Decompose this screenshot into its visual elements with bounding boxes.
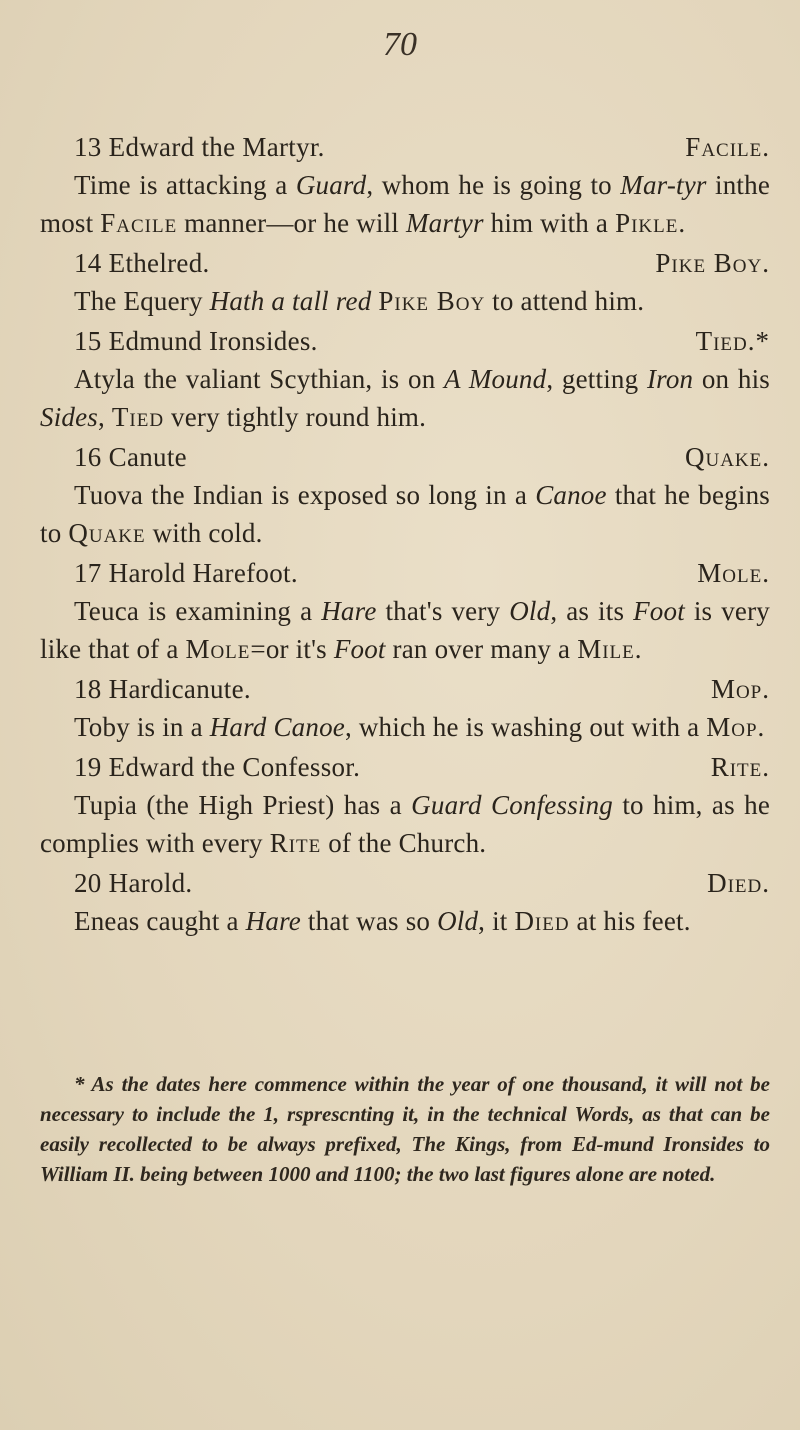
keyword-run: Mole — [185, 634, 251, 664]
text-run: that was so — [300, 906, 438, 936]
text-run: to attend him. — [485, 286, 645, 316]
keyword-run: Pikle. — [615, 208, 687, 238]
text-run: , getting — [546, 364, 647, 394]
entry-heading — [40, 438, 770, 476]
key-word: Facile. — [685, 132, 770, 162]
text-run: Time is attacking a — [74, 170, 296, 200]
entry-heading — [40, 244, 770, 282]
text-run: , it — [478, 906, 515, 936]
italic-run: Guard — [295, 170, 367, 200]
entry-heading — [40, 670, 770, 708]
text-run: is very like that of a — [40, 596, 770, 664]
entry — [40, 322, 770, 436]
italic-run: Martyr — [405, 208, 484, 238]
text-run: , as its — [550, 596, 634, 626]
verse-list — [40, 128, 770, 942]
italic-run: Iron — [646, 364, 694, 394]
text-run: , — [98, 402, 112, 432]
text-run: very tightly round him. — [164, 402, 427, 432]
reign-title: 18 Hardicanute. — [74, 674, 251, 704]
page-number: 70 — [383, 26, 417, 63]
mnemonic-verse — [40, 360, 770, 436]
key-word: Tied.* — [695, 326, 770, 356]
text-run: Tupia (the High Priest) has a — [74, 790, 412, 820]
italic-run: Old — [437, 906, 479, 936]
keyword-run: Pike Boy — [378, 286, 486, 316]
italic-run: Guard Confessing — [411, 790, 614, 820]
entry-heading — [40, 322, 770, 360]
entry-heading — [40, 748, 770, 786]
text-run: inthe most — [40, 170, 771, 238]
text-run: Atyla the valiant Scythian, is on — [74, 364, 445, 394]
keyword-run: Quake — [68, 518, 146, 548]
keyword-run: Tied — [111, 402, 165, 432]
mnemonic-verse — [40, 282, 770, 320]
keyword-run: Mop. — [706, 712, 766, 742]
entry — [40, 670, 770, 746]
italic-run: Hath a tall red — [209, 286, 372, 316]
text-run: that's very — [376, 596, 510, 626]
key-word: Died. — [707, 868, 770, 898]
mnemonic-verse — [40, 476, 770, 552]
italic-run: Canoe — [535, 480, 607, 510]
text-run: with cold. — [145, 518, 263, 548]
reign-title: 19 Edward the Confessor. — [74, 752, 361, 782]
key-word: Mole. — [697, 558, 770, 588]
text-run: on his — [693, 364, 770, 394]
text-run: of the Church. — [321, 828, 487, 858]
text-run: Eneas caught a — [74, 906, 246, 936]
key-word: Quake. — [684, 442, 770, 472]
keyword-run: Mile. — [577, 634, 643, 664]
italic-run: Foot — [333, 634, 386, 664]
keyword-run: Died — [514, 906, 570, 936]
italic-run: Hard Canoe — [209, 712, 345, 742]
text-run: , which he is washing out with a — [344, 712, 707, 742]
entry — [40, 864, 770, 940]
entry-heading — [40, 864, 770, 902]
entry — [40, 438, 770, 552]
text-run: that he begins to — [40, 480, 770, 548]
keyword-run: Facile — [100, 208, 178, 238]
reign-title: 20 Harold. — [74, 868, 193, 898]
entry — [40, 554, 770, 668]
key-word: Pike Boy. — [655, 248, 770, 278]
italic-run: A Mound — [444, 364, 547, 394]
mnemonic-verse — [40, 592, 770, 668]
mnemonic-verse — [40, 902, 770, 940]
text-run: Teuca is examining a — [74, 596, 322, 626]
text-run: to him, as he complies with every — [40, 790, 771, 858]
reign-title: 13 Edward the Martyr. — [74, 132, 325, 162]
reign-title: 16 Canute — [74, 442, 187, 472]
entry — [40, 244, 770, 320]
text-run: at his feet. — [569, 906, 691, 936]
mnemonic-verse — [40, 786, 770, 862]
text-run: =or it's — [250, 634, 334, 664]
text-run: ran over many a — [385, 634, 578, 664]
entry-heading — [40, 128, 770, 166]
key-word: Rite. — [710, 752, 770, 782]
footnote: * As the dates here commence within the year of one thousand, it will not be necessary to include the 1, rsprescnting it, in the technical Words, as that can be easily recollected to be always prefixed, The Kings, from Ed-mund Ironsides to William II. being between 1000 and 1100; the two last figures alone are noted. — [40, 1072, 770, 1186]
mnemonic-verse — [40, 708, 770, 746]
italic-run: Foot — [633, 596, 685, 626]
reign-title: 17 Harold Harefoot. — [74, 558, 298, 588]
reign-title: 15 Edmund Ironsides. — [74, 326, 318, 356]
entry-heading — [40, 554, 770, 592]
keyword-run: Rite — [269, 828, 322, 858]
entry — [40, 128, 770, 242]
text-run: manner—or he will — [177, 208, 406, 238]
italic-run: Old — [509, 596, 551, 626]
italic-run: Sides — [40, 402, 98, 432]
italic-run: Mar-tyr — [620, 170, 707, 200]
text-run: Tuova the Indian is exposed so long in a — [74, 480, 536, 510]
entry — [40, 748, 770, 862]
italic-run: Hare — [321, 596, 377, 626]
italic-run: Hare — [245, 906, 301, 936]
text-run: Toby is in a — [74, 712, 210, 742]
text-run: The Equery — [74, 286, 210, 316]
text-run: , whom he is going to — [366, 170, 621, 200]
reign-title: 14 Ethelred. — [74, 248, 210, 278]
text-run: him with a — [483, 208, 616, 238]
mnemonic-verse — [40, 166, 770, 242]
key-word: Mop. — [710, 674, 770, 704]
